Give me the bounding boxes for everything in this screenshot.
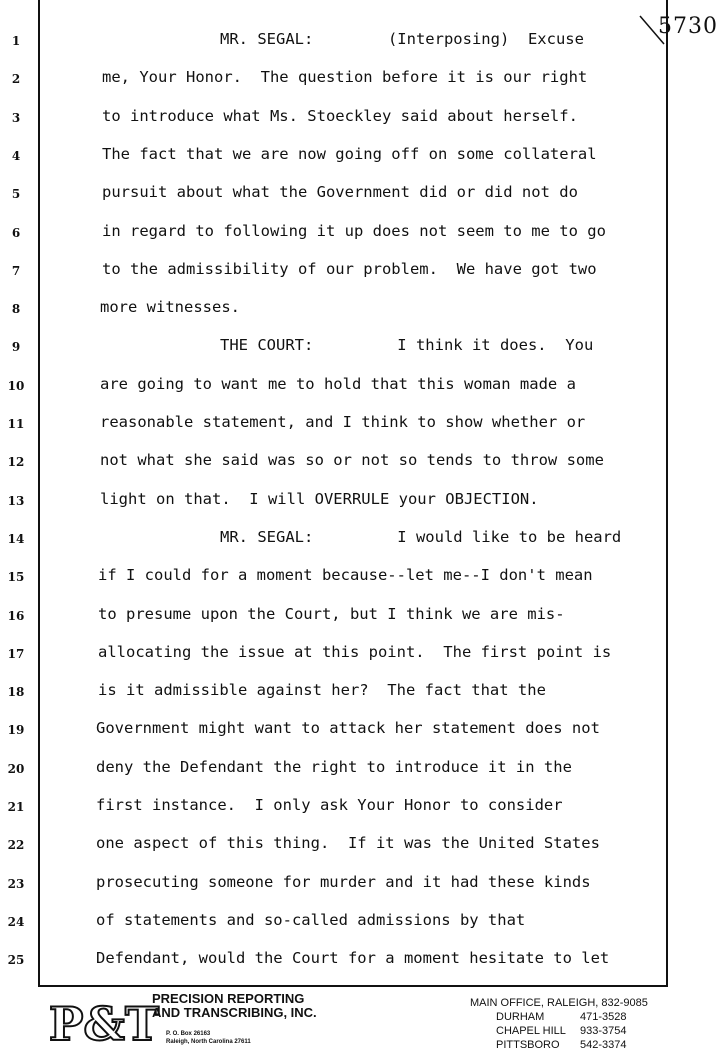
line-number: 12 <box>7 455 25 470</box>
line-number: 9 <box>11 340 21 355</box>
transcript-line <box>0 796 700 832</box>
line-text: deny the Defendant the right to introduce it in the <box>96 757 572 776</box>
office-city: DURHAM <box>496 1011 545 1023</box>
line-number: 17 <box>7 646 25 661</box>
line-text: pursuit about what the Government did or did not do <box>102 183 578 202</box>
line-number: 11 <box>7 417 25 431</box>
transcript-line <box>0 949 700 985</box>
firm-line-1: PRECISION REPORTING <box>152 991 305 1006</box>
page-number: 5730 <box>658 14 718 39</box>
transcript-line <box>0 490 700 526</box>
office-city: CHAPEL HILL <box>496 1025 566 1037</box>
line-number: 10 <box>7 378 25 393</box>
line-text: first instance. I only ask Your Honor to consider <box>96 796 563 814</box>
line-text: me, Your Honor. The question before it is our right <box>102 68 588 87</box>
line-text: is it admissible against her? The fact that the <box>98 681 546 700</box>
line-number: 8 <box>11 302 21 317</box>
office-phone: 933-3754 <box>580 1025 627 1037</box>
office-city: PITTSBORO <box>496 1039 560 1051</box>
transcript-line <box>0 681 700 717</box>
line-number: 20 <box>7 761 25 776</box>
firm-address <box>166 1030 251 1046</box>
main-office: MAIN OFFICE, RALEIGH, 832-9085 <box>470 997 648 1009</box>
line-number: 2 <box>11 72 21 87</box>
transcript-line <box>0 911 700 947</box>
line-text: to introduce what Ms. Stoeckley said about herself. <box>102 106 578 125</box>
line-number: 24 <box>7 914 25 929</box>
line-text: MR. SEGAL: (Interposing) Excuse <box>220 30 584 48</box>
transcript-line <box>0 873 700 909</box>
address-line-1: P. O. Box 26163 <box>166 1031 211 1037</box>
office-phone: 542-3374 <box>580 1039 627 1051</box>
line-text: in regard to following it up does not seem to me to go <box>102 221 606 240</box>
line-number: 1 <box>11 34 21 48</box>
line-text: prosecuting someone for murder and it had these kinds <box>96 872 591 891</box>
line-number: 25 <box>7 953 25 968</box>
firm-name <box>152 992 317 1020</box>
transcript-line <box>0 68 700 104</box>
transcript-line <box>0 719 700 755</box>
line-number: 15 <box>7 570 25 585</box>
line-number: 13 <box>7 493 25 508</box>
logo-text: P&T <box>48 997 160 1051</box>
transcript-line <box>0 643 700 679</box>
transcript-line <box>0 183 700 219</box>
transcript-line <box>0 566 700 602</box>
line-number: 16 <box>7 608 25 623</box>
transcript-line <box>0 298 700 334</box>
transcript-line <box>0 222 700 258</box>
line-text: more witnesses. <box>100 298 240 317</box>
line-number: 19 <box>7 723 25 738</box>
transcript-line <box>0 375 700 411</box>
transcript-line <box>0 145 700 181</box>
line-number: 7 <box>11 263 21 278</box>
line-text: reasonable statement, and I think to show whether or <box>100 413 586 431</box>
line-text: allocating the issue at this point. The first point is <box>98 642 612 661</box>
transcript-line <box>0 336 700 372</box>
line-number: 22 <box>7 838 25 853</box>
line-text: The fact that we are now going off on some collateral <box>102 144 597 163</box>
line-number: 3 <box>11 110 21 125</box>
line-text: Defendant, would the Court for a moment hesitate to let <box>96 949 610 968</box>
firm-line-2: AND TRANSCRIBING, INC. <box>152 1005 317 1020</box>
transcript-line <box>0 528 700 564</box>
transcript-line <box>0 451 700 487</box>
office-phone: 471-3528 <box>580 1011 627 1023</box>
line-text: to the admissibility of our problem. We have got two <box>102 259 597 278</box>
line-text: MR. SEGAL: I would like to be heard <box>220 527 622 546</box>
line-number: 5 <box>11 187 21 202</box>
company-logo-icon <box>48 992 160 1052</box>
line-text: if I could for a moment because--let me--I don't mean <box>98 566 593 585</box>
transcript-line <box>0 834 700 870</box>
line-number: 4 <box>11 148 21 163</box>
line-number: 23 <box>7 876 25 891</box>
line-text: of statements and so-called admissions by that <box>96 910 526 929</box>
line-text: to presume upon the Court, but I think we are mis- <box>98 604 565 623</box>
transcript-line <box>0 30 700 66</box>
line-number: 21 <box>7 800 25 814</box>
line-text: one aspect of this thing. If it was the United States <box>96 834 600 853</box>
transcript-line <box>0 107 700 143</box>
footer <box>0 988 720 1064</box>
transcript-line <box>0 260 700 296</box>
transcript-line <box>0 758 700 794</box>
line-text: not what she said was so or not so tends to throw some <box>100 451 604 470</box>
line-number: 6 <box>11 225 21 240</box>
line-number: 18 <box>7 685 25 700</box>
line-text: are going to want me to hold that this woman made a <box>100 374 576 393</box>
transcript-line <box>0 413 700 449</box>
line-text: light on that. I will OVERRULE your OBJECTION. <box>100 489 539 508</box>
line-text: THE COURT: I think it does. You <box>220 336 594 355</box>
transcript-line <box>0 605 700 641</box>
line-number: 14 <box>7 531 25 546</box>
address-line-2: Raleigh, North Carolina 27611 <box>166 1039 251 1045</box>
line-text: Government might want to attack her statement does not <box>96 719 600 738</box>
